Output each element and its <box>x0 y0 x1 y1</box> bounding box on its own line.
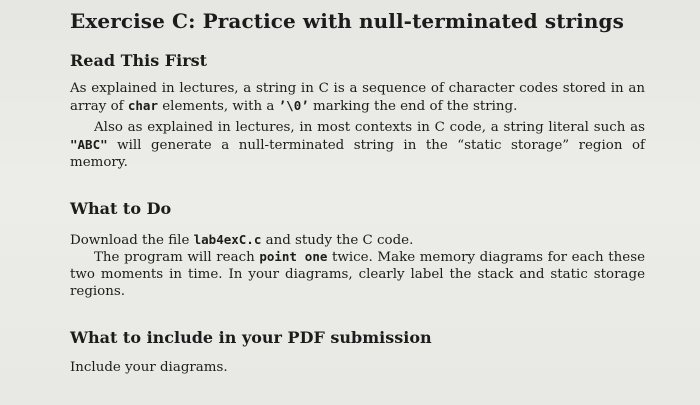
code-span: char <box>127 98 158 113</box>
code-span: lab4exC.c <box>193 232 262 247</box>
code-span: ’\0’ <box>278 98 309 113</box>
text-span: Also as explained in lectures, in most contexts in C code, a string literal such as <box>94 120 645 135</box>
what-to-do-paragraph-1 <box>70 231 645 249</box>
section-heading-include: What to include in your PDF submission <box>70 328 432 347</box>
read-first-paragraph-1 <box>70 80 645 115</box>
exercise-title: Exercise C: Practice with null-terminated strings <box>70 9 624 33</box>
code-span: point one <box>259 249 328 264</box>
text-span: The program will reach <box>94 250 260 265</box>
include-paragraph: Include your diagrams. <box>70 360 228 375</box>
text-span: elements, with a <box>157 99 279 114</box>
text-span: Download the file <box>70 233 194 248</box>
section-heading-what-to-do: What to Do <box>70 199 172 218</box>
what-to-do-paragraph-2 <box>70 248 645 300</box>
text-span: marking the end of the string. <box>308 99 518 114</box>
text-span: twice. Make memory diagrams for each these two moments in time. In your diagrams, clearly label the stack and static storage regions. <box>70 250 646 299</box>
section-heading-read-first: Read This First <box>70 51 208 70</box>
text-span: and study the C code. <box>261 233 414 248</box>
code-span: "ABC" <box>70 137 108 152</box>
text-span: As explained in lectures, a string in C is a sequence of character codes stored in an array of <box>70 81 645 114</box>
read-first-paragraph-2 <box>70 119 645 171</box>
text-span: will generate a null-terminated string in the “static storage” region of memory. <box>70 138 645 170</box>
